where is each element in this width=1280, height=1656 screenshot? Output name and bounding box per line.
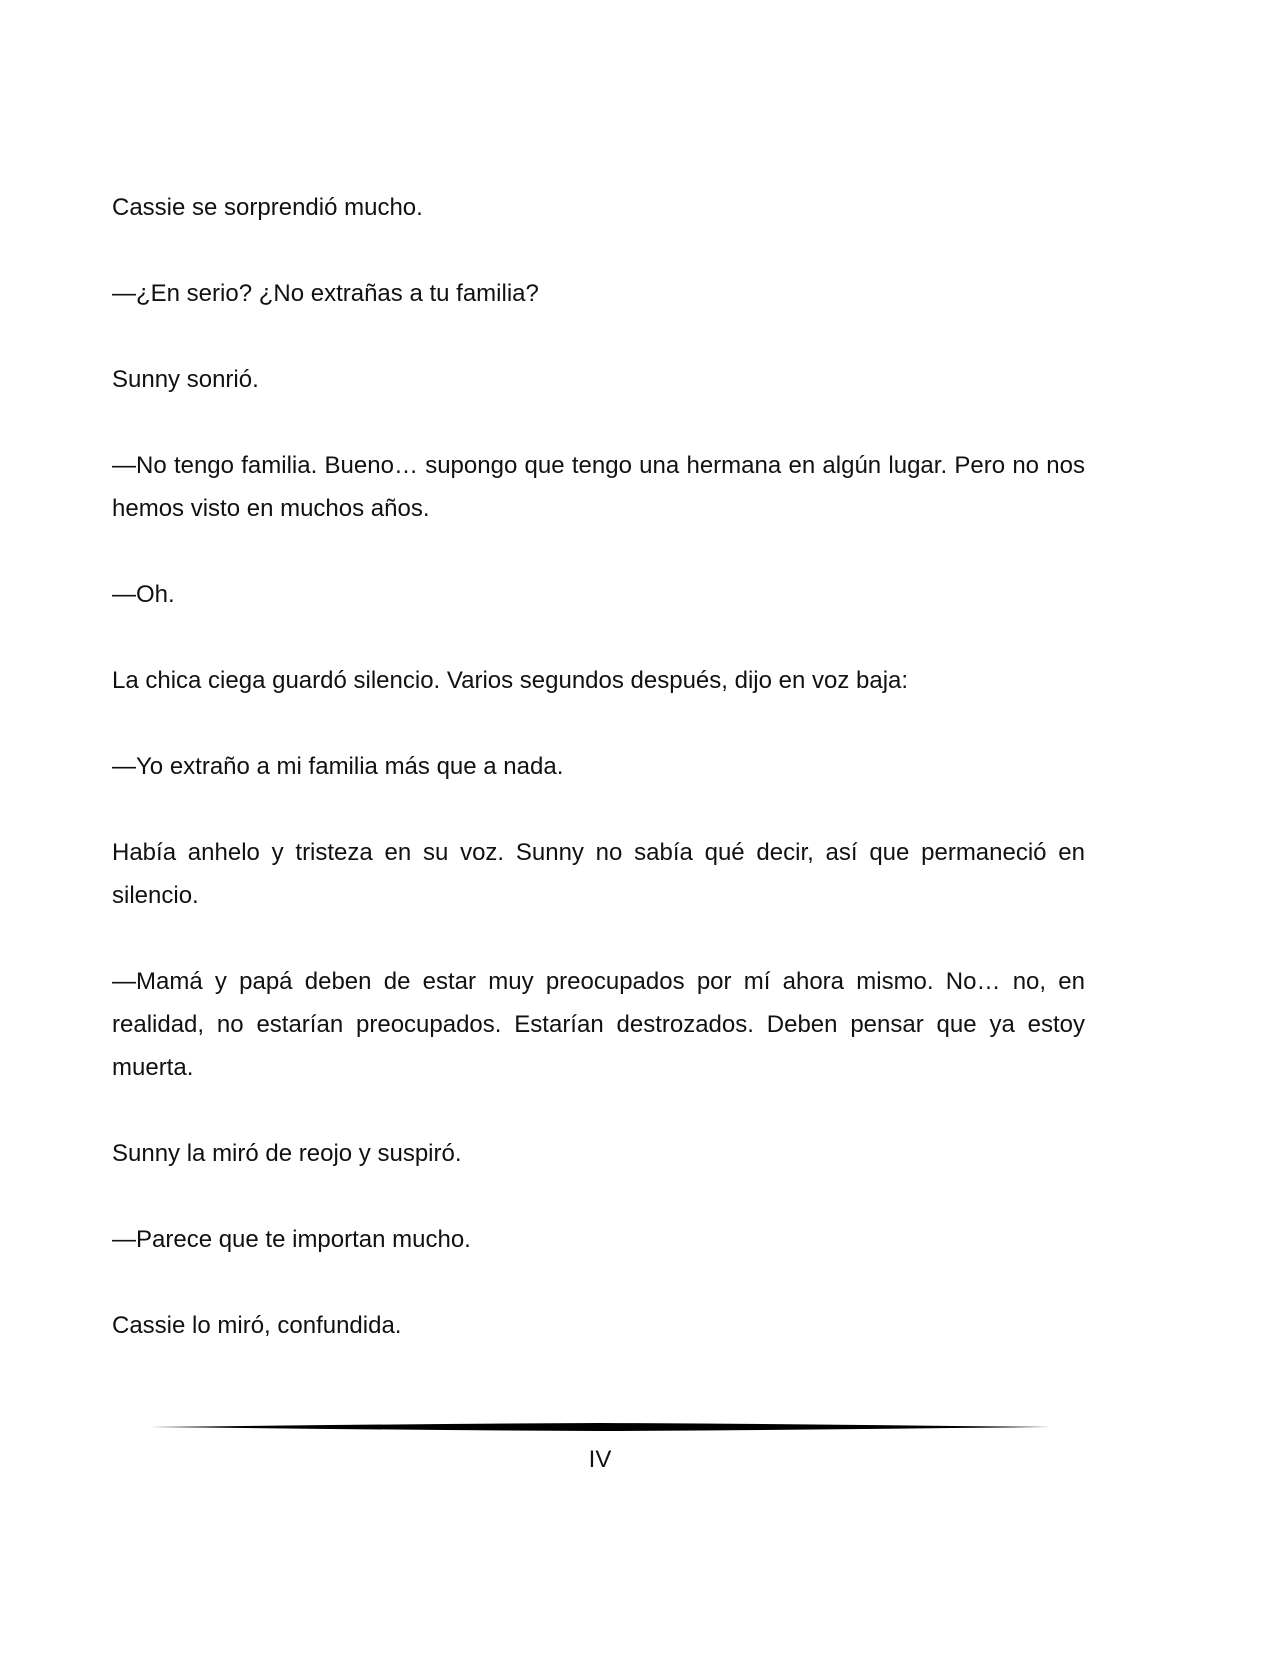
paragraph: Sunny la miró de reojo y suspiró.	[112, 1140, 462, 1167]
page-number: IV	[588, 1446, 612, 1473]
body-text	[112, 186, 1085, 1390]
paragraph: —Oh.	[112, 581, 175, 608]
paragraph: Sunny sonrió.	[112, 366, 259, 393]
paragraph: La chica ciega guardó silencio. Varios segundos después, dijo en voz baja:	[112, 667, 909, 694]
paragraph: —Yo extraño a mi familia más que a nada.	[112, 753, 564, 780]
paragraph: —Mamá y papá deben de estar muy preocupados por mí ahora mismo. No… no, en realidad, no estarían preocupados. Estarían destrozados. Deben pensar que ya estoy muerta.	[112, 968, 1085, 1081]
footer-divider	[150, 1421, 1050, 1433]
paragraph: Cassie se sorprendió mucho.	[112, 194, 423, 221]
paragraph: —Parece que te importan mucho.	[112, 1226, 471, 1253]
paragraph: Había anhelo y tristeza en su voz. Sunny no sabía qué decir, así que permaneció en silencio.	[112, 839, 1085, 909]
paragraph: —No tengo familia. Bueno… supongo que tengo una hermana en algún lugar. Pero no nos hemos visto en muchos años.	[112, 452, 1085, 522]
paragraph: Cassie lo miró, confundida.	[112, 1312, 402, 1339]
paragraph: —¿En serio? ¿No extrañas a tu familia?	[112, 280, 539, 307]
